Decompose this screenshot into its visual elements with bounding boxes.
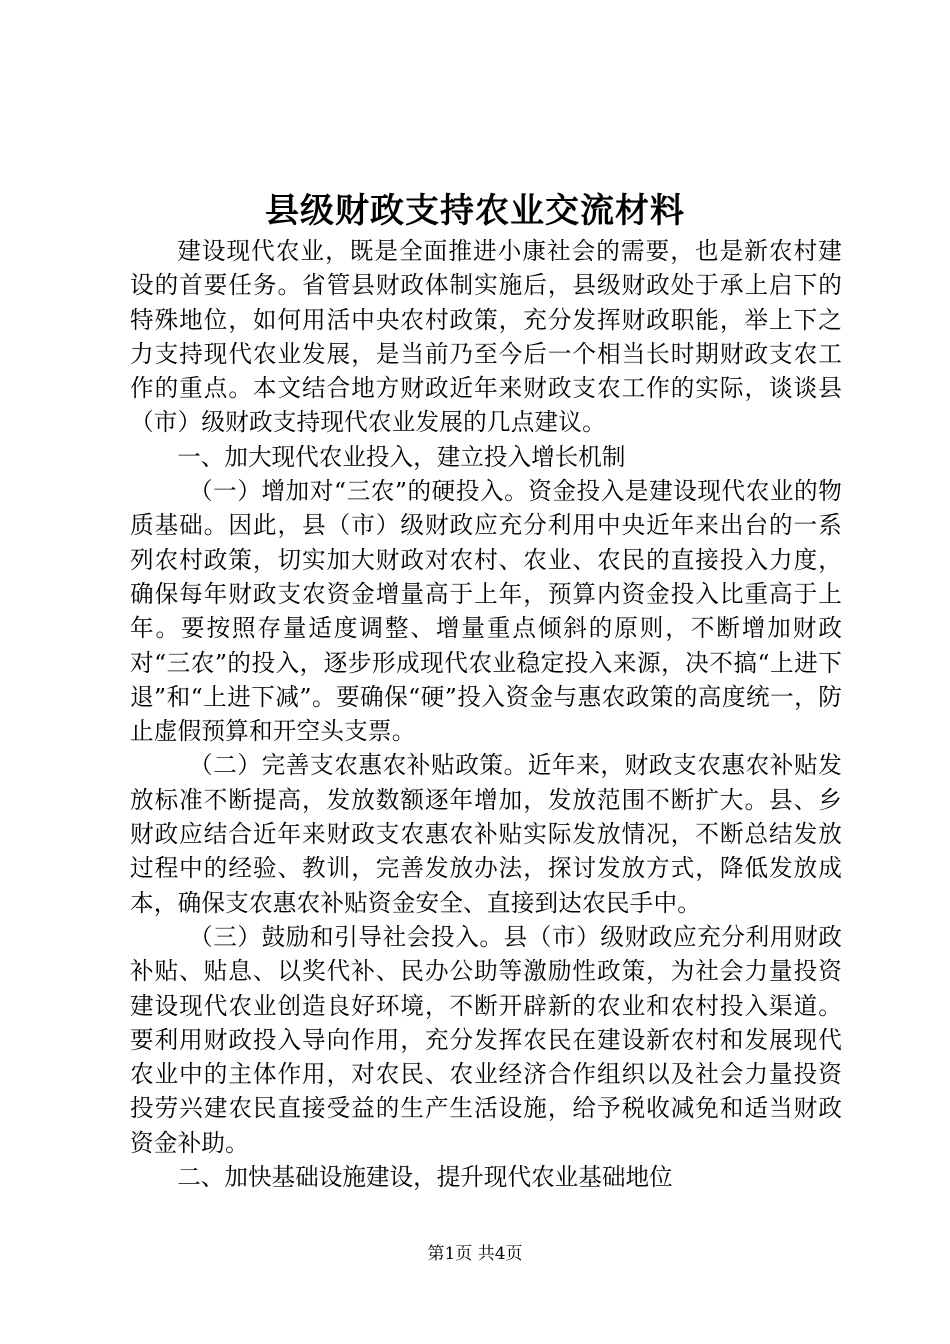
page-footer: 第1页 共4页	[427, 1244, 523, 1264]
document-title: 县级财政支持农业交流材料	[265, 191, 685, 231]
subsection-paragraph-2: （二）完善支农惠农补贴政策。近年来，财政支农惠农补贴发放标准不断提高，发放数额逐年增加，发放范围不断扩大。县、乡财政应结合近年来财政支农惠农补贴实际发放情况，不断总结发放过程中的经验、教训，完善发放办法，探讨发放方式，降低发放成本，确保支农惠农补贴资金安全、直接到达农民手中。	[130, 751, 842, 917]
section-heading-2: 二、加快基础设施建设，提升现代农业基础地位	[177, 1163, 673, 1192]
intro-paragraph: 建设现代农业，既是全面推进小康社会的需要，也是新农村建设的首要任务。省管县财政体制实施后，县级财政处于承上启下的特殊地位，如何用活中央农村政策，充分发挥财政职能，举上下之力支持现代农业发展，是当前乃至今后一个相当长时期财政支农工作的重点。本文结合地方财政近年来财政支农工作的实际，谈谈县（市）级财政支持现代农业发展的几点建议。	[130, 237, 842, 437]
document-body	[130, 234, 842, 1194]
subsection-paragraph-1: （一）增加对“三农”的硬投入。资金投入是建设现代农业的物质基础。因此，县（市）级财政应充分利用中央近年来出台的一系列农村政策，切实加大财政对农村、农业、农民的直接投入力度，确保每年财政支农资金增量高于上年，预算内资金投入比重高于上年。要按照存量适度调整、增量重点倾斜的原则，不断增加财政对“三农”的投入，逐步形成现代农业稳定投入来源，决不搞“上进下退”和“上进下减”。要确保“硬”投入资金与惠农政策的高度统一，防止虚假预算和开空头支票。	[130, 477, 842, 746]
section-heading-1: 一、加大现代农业投入，建立投入增长机制	[177, 442, 626, 471]
subsection-paragraph-3: （三）鼓励和引导社会投入。县（市）级财政应充分利用财政补贴、贴息、以奖代补、民办公助等激励性政策，为社会力量投资建设现代农业创造良好环境，不断开辟新的农业和农村投入渠道。要利用财政投入导向作用，充分发挥农民在建设新农村和发展现代农业中的主体作用，对农民、农业经济合作组织以及社会力量投资投劳兴建农民直接受益的生产生活设施，给予税收减免和适当财政资金补助。	[130, 922, 842, 1157]
